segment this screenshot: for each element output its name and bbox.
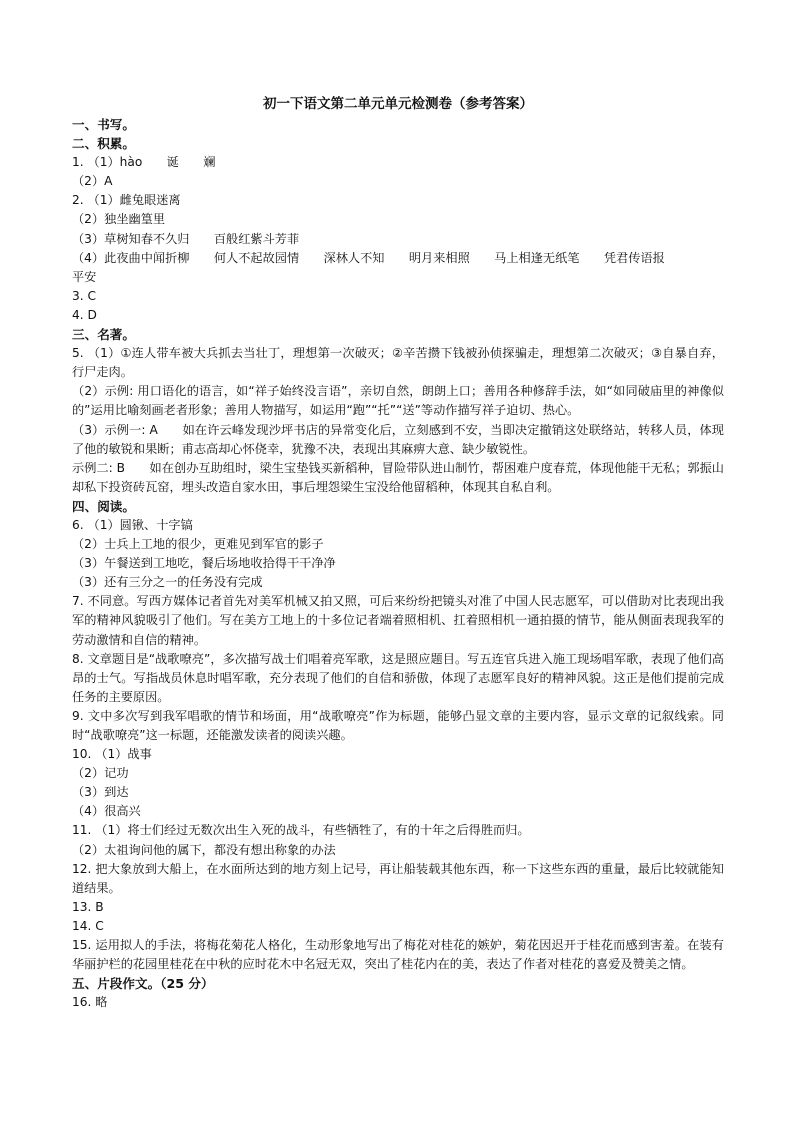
answer-line: 14. C — [72, 918, 104, 933]
section-heading: 三、名著。 — [72, 327, 135, 343]
answer-content — [72, 115, 724, 1012]
answer-line: 11. （1）将士们经过无数次出生入死的战斗，有些牺牲了，有的十年之后得胜而归。 — [72, 823, 530, 838]
answer-line: （4）很高兴 — [72, 804, 141, 819]
answer-line: 平安 — [72, 269, 97, 284]
answer-line: 2. （1）雌兔眼迷离 — [72, 193, 181, 208]
answer-line: （3）还有三分之一的任务没有完成 — [72, 575, 263, 590]
answer-line: 8. 文章题目是“战歌嘹亮”，多次描写战士们唱着亮军歌，这是照应题目。写五连官兵进入施工现场唱军歌，表现了他们高昂的士气。写指战员休息时唱军歌，充分表现了他们的自信和骄傲，体现了志愿军良好的精神风貌。这正是他们提前完成任务的主要原因。 — [72, 651, 724, 704]
answer-line: 13. B — [72, 899, 104, 914]
answer-line: 4. D — [72, 307, 97, 322]
answer-line: 3. C — [72, 288, 97, 303]
answer-line: 10. （1）战事 — [72, 747, 152, 762]
answer-line: 6. （1）圆锹、十字镐 — [72, 517, 193, 532]
section-heading: 四、阅读。 — [72, 498, 135, 514]
answer-line: 12. 把大象放到大船上，在水面所达到的地方刻上记号，再让船装载其他东西，称一下这些东西的重量，最后比较就能知道结果。 — [72, 861, 724, 895]
answer-line: 15. 运用拟人的手法，将梅花菊花人格化，生动形象地写出了梅花对桂花的嫉妒，菊花因迟开于桂花而感到害羞。在装有华丽护栏的花园里桂花在中秋的应时花木中名冠无双，突出了桂花内在的美，表达了作者对桂花的喜爱及赞美之情。 — [72, 938, 724, 972]
answer-line: 示例二: B 如在创办互助组时，梁生宝垫钱买新稻种，冒险带队进山制竹，帮困难户度春荒，体现他能干无私；郭振山却私下投资砖瓦窑，埋头改造自家水田，事后埋怨梁生宝没给他留稻种，体现其自私自利。 — [72, 460, 724, 494]
answer-line: （2）示例: 用口语化的语言，如“祥子始终没言语”，亲切自然，朗朗上口；善用各种修辞手法，如“如同破庙里的神像似的”运用比喻刻画老者形象；善用人物描写，如运用“跑”“托”“送”等动作描写祥子迫切、热心。 — [72, 384, 724, 418]
answer-line: （3）草树知春不久归 百般红紫斗芳菲 — [72, 231, 300, 246]
answer-line: 9. 文中多次写到我军唱歌的情节和场面，用“战歌嘹亮”作为标题，能够凸显文章的主要内容，显示文章的记叙线索。同时“战歌嘹亮”这一标题，还能激发读者的阅读兴趣。 — [72, 708, 724, 742]
answer-line: （3）示例一: A 如在许云峰发现沙坪书店的异常变化后，立刻感到不安，当即决定撤销这处联络站，转移人员，体现了他的敏锐和果断；甫志高却心怀侥幸，犹豫不决，表现出其麻痹大意、缺少敏锐性。 — [72, 422, 724, 456]
answer-line: （2）独坐幽篁里 — [72, 212, 166, 227]
answer-line: 1. （1）hào 诞 斓 — [72, 155, 216, 170]
answer-line: （2）太祖询问他的属下，都没有想出称象的办法 — [72, 842, 336, 857]
answer-line: 16. 略 — [72, 995, 108, 1010]
section-heading: 二、积累。 — [72, 136, 135, 152]
section-heading: 一、书写。 — [72, 117, 135, 132]
answer-line: （3）午餐送到工地吃，餐后场地收拾得干干净净 — [72, 556, 336, 571]
answer-line: （4）此夜曲中闻折柳 何人不起故园情 深林人不知 明月来相照 马上相逢无纸笔 凭君传语报 — [72, 250, 665, 265]
answer-line: （2）A — [72, 174, 113, 189]
answer-line: （2）记功 — [72, 766, 129, 781]
page-title: 初一下语文第二单元单元检测卷（参考答案） — [263, 96, 533, 112]
answer-line: 5. （1）①连人带车被大兵抓去当壮丁，理想第一次破灭；②辛苦攒下钱被孙侦探骗走，理想第二次破灭；③自暴自弃，行尸走肉。 — [72, 346, 724, 380]
answer-line: （2）士兵上工地的很少，更难见到军官的影子 — [72, 537, 324, 552]
section-heading: 五、片段作文。（25 分） — [72, 976, 214, 992]
answer-sheet — [72, 96, 724, 1012]
answer-line: 7. 不同意。写西方媒体记者首先对美军机械又拍又照，可后来纷纷把镜头对准了中国人民志愿军，可以借助对比表现出我军的精神风貌吸引了他们。写在美方工地上的十多位记者端着照相机、扛着照相机一通拍摄的情节，能从侧面表现我军的劳动激情和自信的精神。 — [72, 594, 724, 647]
answer-line: （3）到达 — [72, 785, 129, 800]
